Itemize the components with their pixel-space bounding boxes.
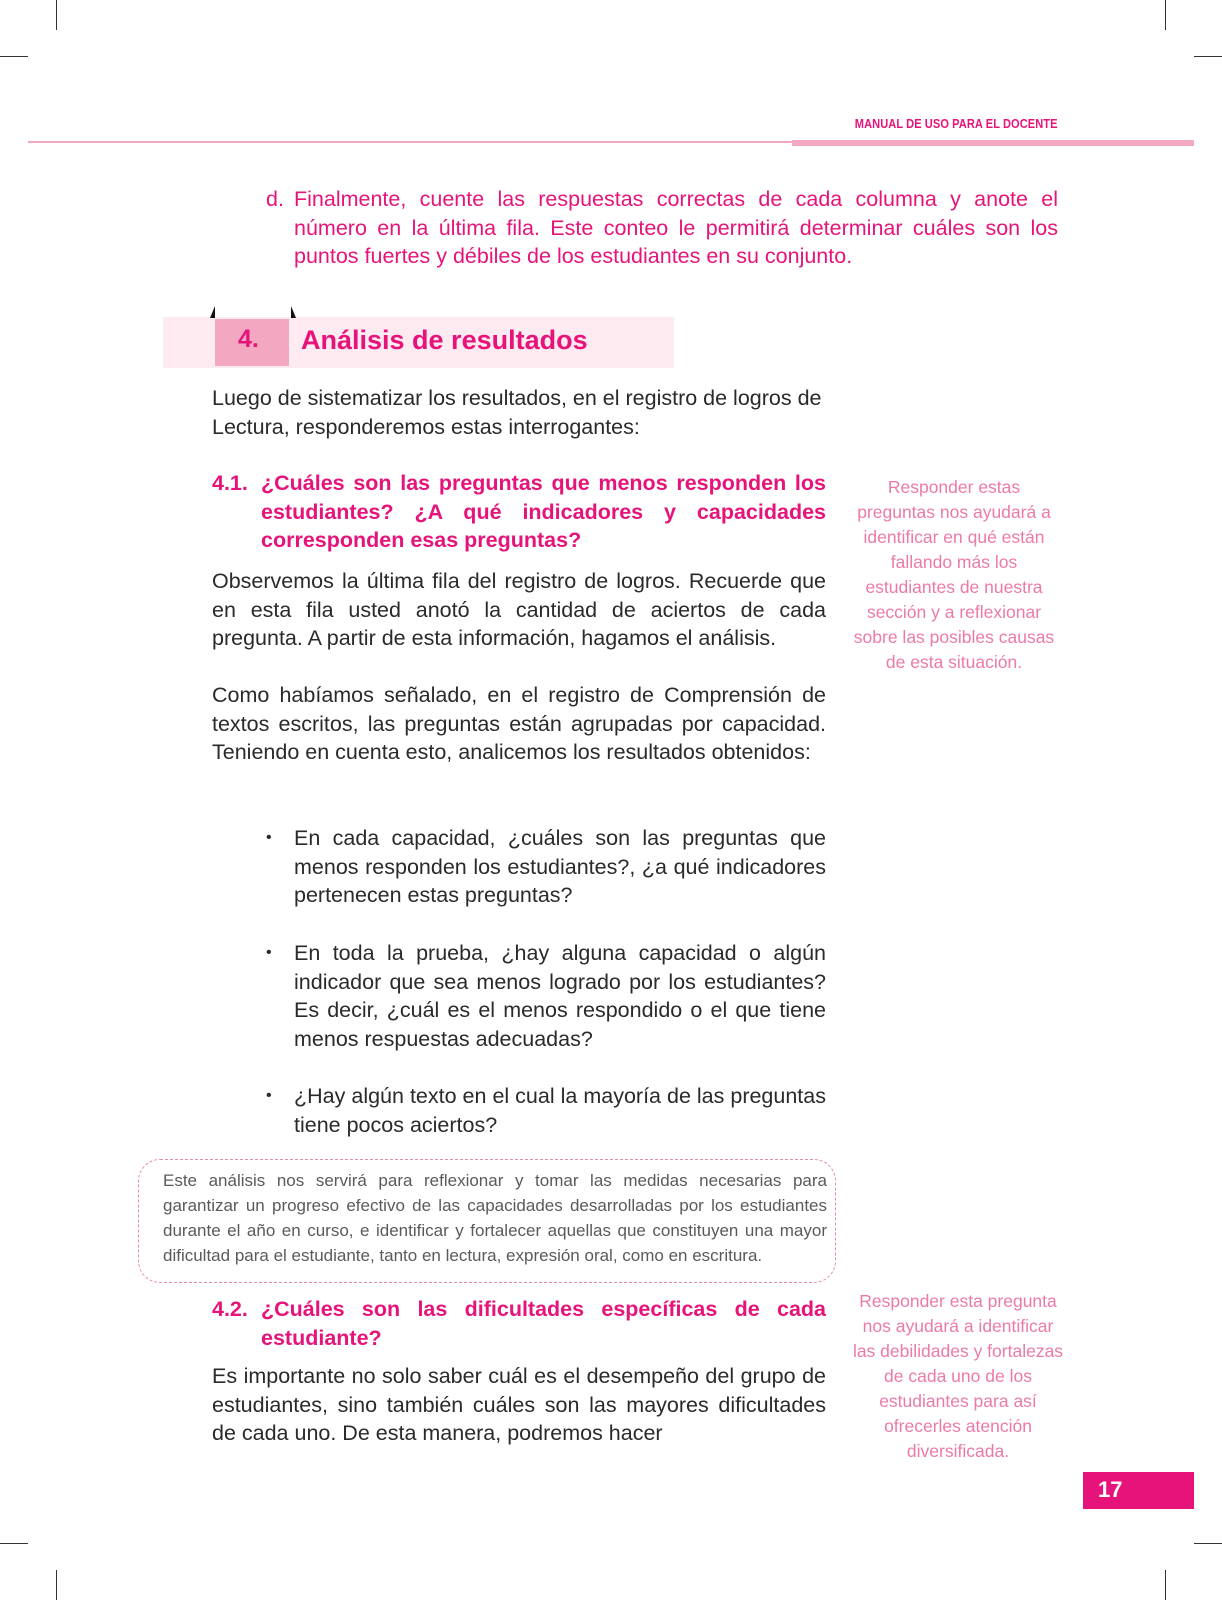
crop-mark xyxy=(1165,1570,1166,1600)
bullet-item xyxy=(266,939,826,1053)
running-header: MANUAL DE USO PARA EL DOCENTE xyxy=(855,116,1058,131)
bullet-item xyxy=(266,1082,826,1139)
bullet-marker: • xyxy=(266,829,272,846)
bullet-text: ¿Hay algún texto en el cual la mayoría de las preguntas tiene pocos aciertos? xyxy=(294,1084,826,1137)
crop-mark xyxy=(56,0,57,30)
heading-tab-marker xyxy=(210,306,215,318)
margin-note: Responder esta pregunta nos ayudará a identificar las debilidades y fortalezas de cada uno de los estudiantes para así ofrecerles atención diversificada. xyxy=(852,1291,1064,1461)
paragraph: Observemos la última fila del registro de logros. Recuerde que en esta fila usted anotó la cantidad de aciertos de cada pregunta. A partir de esta información, hagamos el análisis. xyxy=(212,569,826,650)
subsection-heading-4-2 xyxy=(212,1295,826,1352)
bullet-item xyxy=(266,824,826,910)
subsection-question: ¿Cuáles son las dificultades específicas de cada estudiante? xyxy=(261,1297,826,1350)
crop-mark xyxy=(1194,56,1222,57)
intro-paragraph: Luego de sistematizar los resultados, en el registro de logros de Lectura, responderemos estas interrogantes: xyxy=(212,386,822,439)
subsection-number: 4.1. xyxy=(212,471,248,495)
subsection-heading-4-1 xyxy=(212,469,826,555)
crop-mark xyxy=(0,56,28,57)
crop-mark xyxy=(56,1570,57,1600)
bullet-marker: • xyxy=(266,944,272,961)
crop-mark xyxy=(0,1543,28,1544)
list-item-label: d. xyxy=(266,187,284,211)
bullet-marker: • xyxy=(266,1087,272,1104)
heading-tab-marker xyxy=(291,306,296,318)
page-number: 17 xyxy=(1098,1477,1123,1502)
bullet-text: En cada capacidad, ¿cuáles son las preguntas que menos responden los estudiantes?, ¿a qué indicadores pertenecen estas preguntas? xyxy=(294,826,826,907)
subsection-number: 4.2. xyxy=(212,1297,248,1321)
section-title: Análisis de resultados xyxy=(301,325,588,355)
crop-mark xyxy=(1165,0,1166,30)
list-item-text: Finalmente, cuente las respuestas correctas de cada columna y anote el número en la última fila. Este conteo le permitirá determinar cuáles son los puntos fuertes y débiles de los estudiantes en su conjunto. xyxy=(294,187,1058,268)
paragraph: Como habíamos señalado, en el registro de Comprensión de textos escritos, las preguntas están agrupadas por capacidad. Teniendo en cuenta esto, analicemos los resultados obtenidos: xyxy=(212,683,826,764)
margin-note: Responder estas preguntas nos ayudará a identificar en qué están fallando más los estudiantes de nuestra sección y a reflexionar sobre las posibles causas de esta situación. xyxy=(853,477,1055,672)
header-rule-accent xyxy=(792,140,1194,146)
crop-mark xyxy=(1194,1543,1222,1544)
bullet-text: En toda la prueba, ¿hay alguna capacidad o algún indicador que sea menos logrado por los estudiantes? Es decir, ¿cuál es el menos respondido o el que tiene menos respuestas adecuadas? xyxy=(294,941,826,1051)
paragraph: Es importante no solo saber cuál es el desempeño del grupo de estudiantes, sino también cuáles son las mayores dificultades de cada uno. De esta manera, podremos hacer xyxy=(212,1364,826,1445)
callout-text: Este análisis nos servirá para reflexionar y tomar las medidas necesarias para garantizar un progreso efectivo de las capacidades desarrolladas por los estudiantes durante el año en curso, e identificar y fortalecer aquellas que constituyen una mayor dificultad para el estudiante, tanto en lectura, expresión oral, como en escritura. xyxy=(163,1171,827,1265)
subsection-question: ¿Cuáles son las preguntas que menos responden los estudiantes? ¿A qué indicadores y capacidades corresponden esas preguntas? xyxy=(261,471,826,552)
list-item-d xyxy=(266,185,1058,271)
section-number: 4. xyxy=(238,325,259,353)
